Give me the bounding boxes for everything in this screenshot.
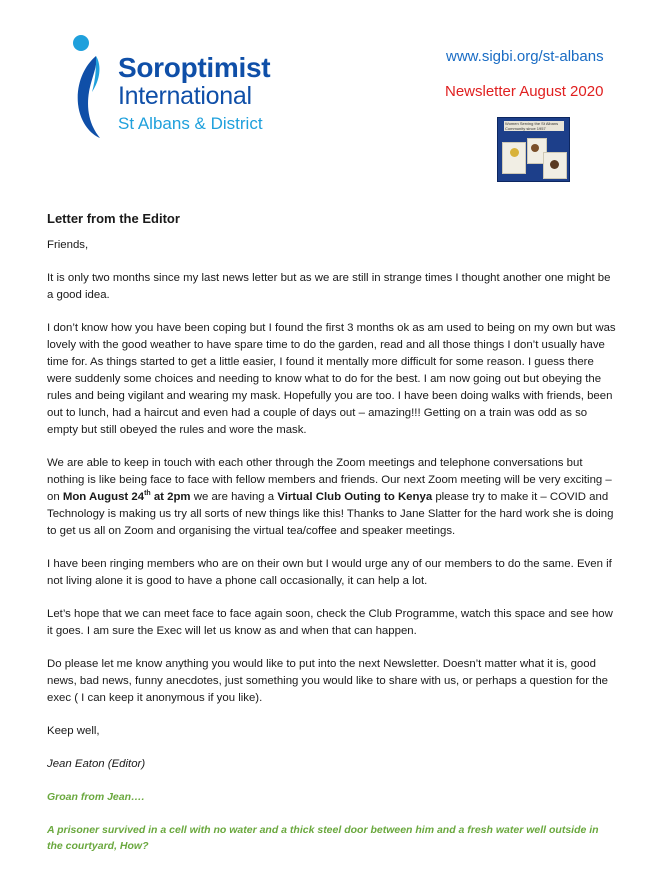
text-span: we are having a (190, 491, 278, 503)
photo-banner: Women Serving the St Albans Community since 1957 (504, 121, 564, 131)
photo-dot (510, 148, 519, 157)
soroptimist-figure-icon (62, 30, 122, 140)
paragraph: It is only two months since my last news letter but as we are still in strange times I thought another one might be a good idea. (47, 272, 611, 301)
club-display-photo (497, 117, 570, 182)
photo-card (502, 142, 526, 174)
text-span: please try to make it – COVID and Technology is making us try all sorts of new things like this! Thanks to Jane Slatter for the hard work she is doing to get us all on Zoom and organising the virtual tea/coffee and speaker meetings. (47, 491, 614, 537)
signature: Jean Eaton (Editor) (47, 758, 146, 770)
photo-dot (550, 160, 559, 169)
logo-line-3: St Albans & District (118, 114, 263, 133)
meeting-date-text: Mon August 24 (62, 491, 145, 503)
groan-title: Groan from Jean…. (47, 791, 145, 803)
paragraph: I have been ringing members who are on their own but I would urge any of our members to do the same. Even if not living alone it is good to have a phone call occasionally, it can help a lot. (47, 558, 612, 587)
paragraph: Do please let me know anything you would like to put into the next Newsletter. Doesn’t matter what it is, good news, bad news, funny anecdotes, just something you would like to share with us, or perhaps a question for the exec ( I can keep it anonymous if you like). (47, 658, 609, 704)
text-span: We are able to keep in touch with each other through the Zoom meetings and telephone conversations but nothing is like being face to face with fellow members and friends. Our next Zoom meeting will be very exciting – on (47, 457, 612, 503)
closing: Keep well, (47, 725, 100, 737)
editor-letter (47, 210, 617, 870)
logo-wordmark (118, 54, 270, 132)
newsletter-edition: Newsletter August 2020 (445, 83, 604, 100)
zoom-paragraph (47, 455, 617, 540)
meeting-date (63, 491, 191, 503)
event-name: Virtual Club Outing to Kenya (277, 491, 433, 503)
photo-dot (531, 144, 539, 152)
soroptimist-logo (62, 30, 282, 140)
website-link[interactable]: www.sigbi.org/st-albans (446, 48, 604, 65)
greeting: Friends, (47, 239, 89, 251)
date-suffix: th (144, 490, 151, 498)
meeting-time: at 2pm (150, 491, 191, 503)
paragraph: I don’t know how you have been coping but I found the first 3 months ok as am used to being on my own but was lovely with the good weather to have spare time to do the garden, read and all those things I don’t usually have time for. As things started to get a little easier, I found it mentally more difficult for some reason. I guess there were suddenly some choices and needing to know what to do for the best. I am now going out but obeying the rules and being vigilant and wearing my mask. Hopefully you are too. I have been doing walks with friends, been out to lunch, had a haircut and even had a couple of days out – amazing!!! Getting on a train was odd as so empty but still obeyed the rules and wore the mask. (47, 322, 616, 436)
logo-line-1: Soroptimist (118, 52, 271, 83)
paragraph: Let’s hope that we can meet face to face again soon, check the Club Programme, watch this space and see how it goes. I am sure the Exec will let us know as and when that can happen. (47, 608, 613, 637)
riddle: A prisoner survived in a cell with no water and a thick steel door between him and a fresh water well outside in the courtyard, How? (47, 824, 599, 852)
letter-heading: Letter from the Editor (47, 211, 180, 226)
logo-line-2: International (118, 82, 252, 110)
